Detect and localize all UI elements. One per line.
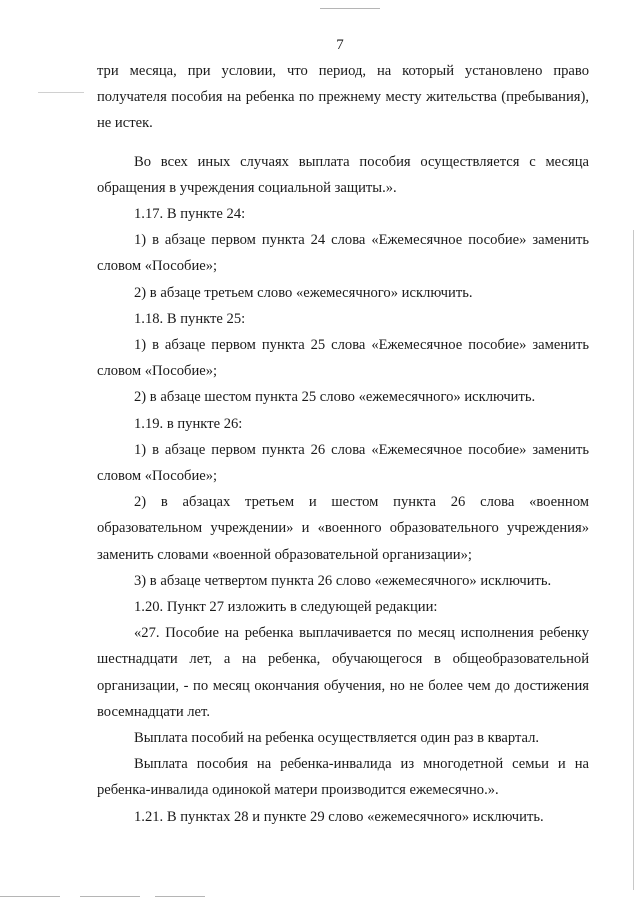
paragraph: 1) в абзаце первом пункта 24 слова «Ежемесячное пособие» заменить словом «Пособие»; xyxy=(97,232,589,275)
paragraph: 1.20. Пункт 27 изложить в следующей редакции: xyxy=(134,599,438,616)
paragraph: Выплата пособий на ребенка осуществляется один раз в квартал. xyxy=(134,730,540,747)
paragraph: 3) в абзаце четвертом пункта 26 слово «ежемесячного» исключить. xyxy=(134,572,552,589)
paragraph: 1.17. В пункте 24: xyxy=(134,206,246,223)
paragraph: Во всех иных случаях выплата пособия осуществляется с месяца обращения в учреждения социальной защиты.». xyxy=(97,153,589,196)
scan-artifact-bottom-2 xyxy=(80,896,140,897)
scan-edge-right xyxy=(633,230,634,890)
scan-artifact-top xyxy=(320,8,380,9)
paragraph: 2) в абзаце третьем слово «ежемесячного» исключить. xyxy=(134,284,473,301)
page-number: 7 xyxy=(336,37,344,53)
paragraph: 1) в абзаце первом пункта 25 слова «Ежемесячное пособие» заменить словом «Пособие»; xyxy=(97,337,589,380)
paragraph: Выплата пособия на ребенка-инвалида из многодетной семьи и на ребенка-инвалида одинокой матери производится ежемесячно.». xyxy=(97,756,589,799)
paragraph: «27. Пособие на ребенка выплачивается по месяц исполнения ребенку шестнадцати лет, а на ребенка, обучающегося в общеобразовательной организации, - по месяц окончания обучения, но не более чем до достижения восемнадцати лет. xyxy=(97,625,589,720)
scan-artifact-bottom-1 xyxy=(0,896,60,897)
scan-artifact-bottom-3 xyxy=(155,896,205,897)
paragraph: 1.18. В пункте 25: xyxy=(134,310,246,327)
body-text xyxy=(97,58,589,830)
scan-artifact-left xyxy=(38,92,84,93)
paragraph: 2) в абзаце шестом пункта 25 слово «ежемесячного» исключить. xyxy=(134,389,536,406)
paragraph: три месяца, при условии, что период, на который установлено право получателя пособия на ребенка по прежнему месту жительства (пребывания), не истек. xyxy=(97,63,589,132)
paragraph: 1.19. в пункте 26: xyxy=(134,415,243,432)
paragraph: 1.21. В пунктах 28 и пункте 29 слово «ежемесячного» исключить. xyxy=(134,808,544,825)
paragraph: 1) в абзаце первом пункта 26 слова «Ежемесячное пособие» заменить словом «Пособие»; xyxy=(97,441,589,485)
paragraph: 2) в абзацах третьем и шестом пункта 26 слова «военном образовательном учреждении» и «военного образовательного учреждения» заменить словами «военной образовательной организации»; xyxy=(97,494,589,563)
